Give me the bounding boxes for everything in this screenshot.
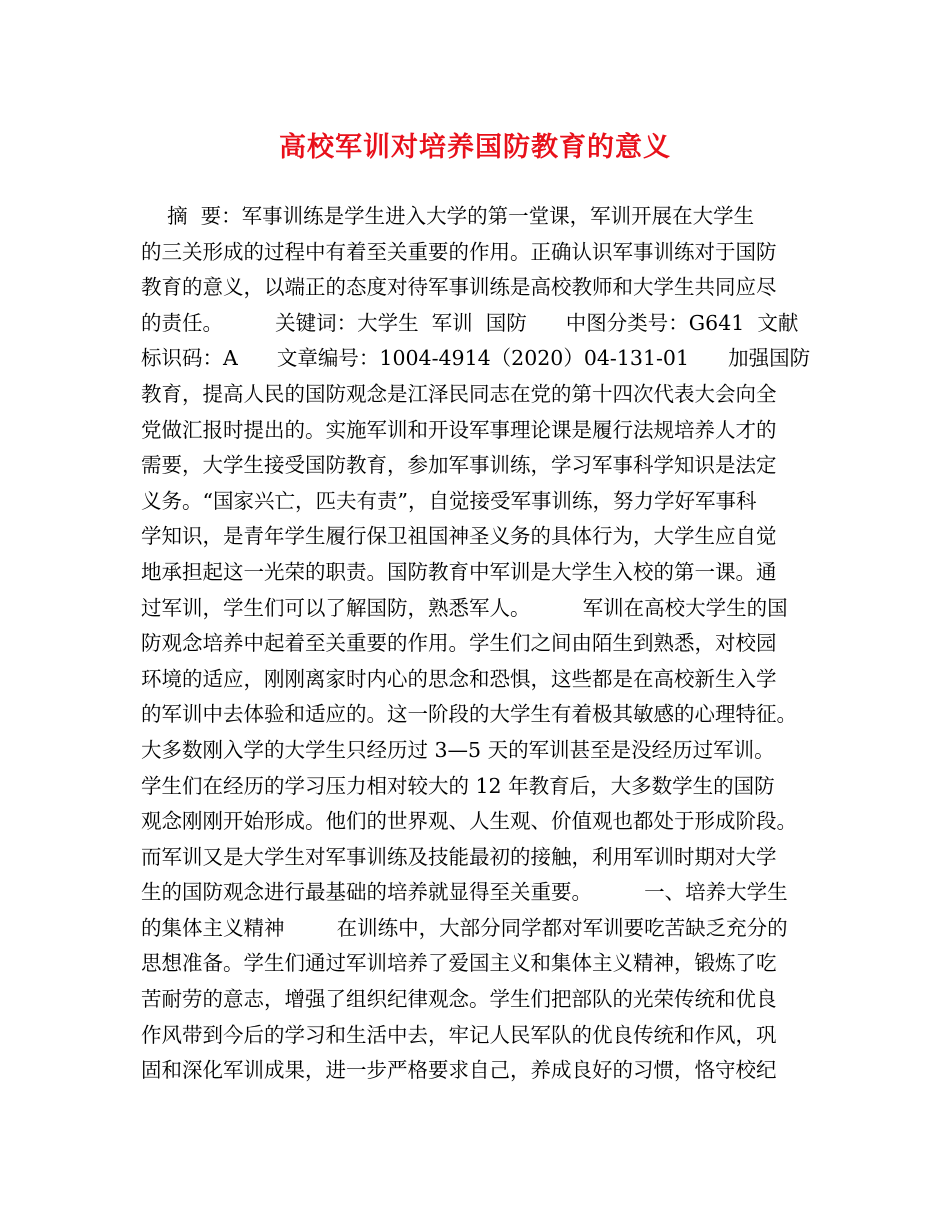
body-line: 需要，大学生接受国防教育，参加军事训练，学习军事科学知识是法定 bbox=[141, 453, 777, 478]
body-line: 党做汇报时提出的。实施军训和开设军事理论课是履行法规培养人才的 bbox=[141, 417, 777, 442]
body-line: 标识码：A 文章编号：1004-4914（2020）04-131-01 加强国防 bbox=[141, 346, 811, 371]
document-body bbox=[141, 199, 821, 1089]
body-line: 环境的适应，刚刚离家时内心的思念和恐惧，这些都是在高校新生入学 bbox=[141, 666, 777, 691]
body-line: 而军训又是大学生对军事训练及技能最初的接触，利用军训时期对大学 bbox=[141, 844, 777, 869]
body-line: 防观念培养中起着至关重要的作用。学生们之间由陌生到熟悉，对校园 bbox=[141, 631, 777, 656]
body-line: 的责任。 关键词：大学生 军训 国防 中图分类号：G641 文献 bbox=[141, 310, 799, 335]
body-line: 固和深化军训成果，进一步严格要求自己，养成良好的习惯，恪守校纪 bbox=[141, 1058, 777, 1083]
body-line: 的军训中去体验和适应的。这一阶段的大学生有着极其敏感的心理特征。 bbox=[141, 702, 797, 727]
body-line: 作风带到今后的学习和生活中去，牢记人民军队的优良传统和作风，巩 bbox=[141, 1022, 777, 1047]
body-line: 学生们在经历的学习压力相对较大的 12 年教育后，大多数学生的国防 bbox=[141, 773, 775, 798]
body-line: 过军训，学生们可以了解国防，熟悉军人。 军训在高校大学生的国 bbox=[141, 595, 788, 620]
body-line: 的三关形成的过程中有着至关重要的作用。正确认识军事训练对于国防 bbox=[141, 239, 777, 264]
body-line: 地承担起这一光荣的职责。国防教育中军训是大学生入校的第一课。通 bbox=[141, 559, 777, 584]
body-line: 苦耐劳的意志，增强了组织纪律观念。学生们把部队的光荣传统和优良 bbox=[141, 987, 777, 1012]
body-line: 大多数刚入学的大学生只经历过 3—5 天的军训甚至是没经历过军训。 bbox=[141, 737, 775, 762]
body-line: 摘 要：军事训练是学生进入大学的第一堂课，军训开展在大学生 bbox=[141, 204, 755, 228]
body-line: 思想准备。学生们通过军训培养了爱国主义和集体主义精神，锻炼了吃 bbox=[141, 951, 777, 976]
body-line: 观念刚刚开始形成。他们的世界观、人生观、价值观也都处于形成阶段。 bbox=[141, 809, 797, 834]
body-line: 生的国防观念进行最基础的培养就显得至关重要。 一、培养大学生 bbox=[141, 880, 788, 905]
body-line: 教育的意义，以端正的态度对待军事训练是高校教师和大学生共同应尽 bbox=[141, 275, 777, 300]
body-line: 学知识，是青年学生履行保卫祖国神圣义务的具体行为，大学生应自觉 bbox=[141, 524, 777, 549]
body-line: 教育，提高人民的国防观念是江泽民同志在党的第十四次代表大会向全 bbox=[141, 381, 777, 406]
body-line: 义务。“国家兴亡，匹夫有责”，自觉接受军事训练，努力学好军事科 bbox=[141, 488, 757, 513]
body-line: 的集体主义精神 在训练中，大部分同学都对军训要吃苦缺乏充分的 bbox=[141, 915, 788, 940]
document-title: 高校军训对培养国防教育的意义 bbox=[279, 132, 671, 163]
